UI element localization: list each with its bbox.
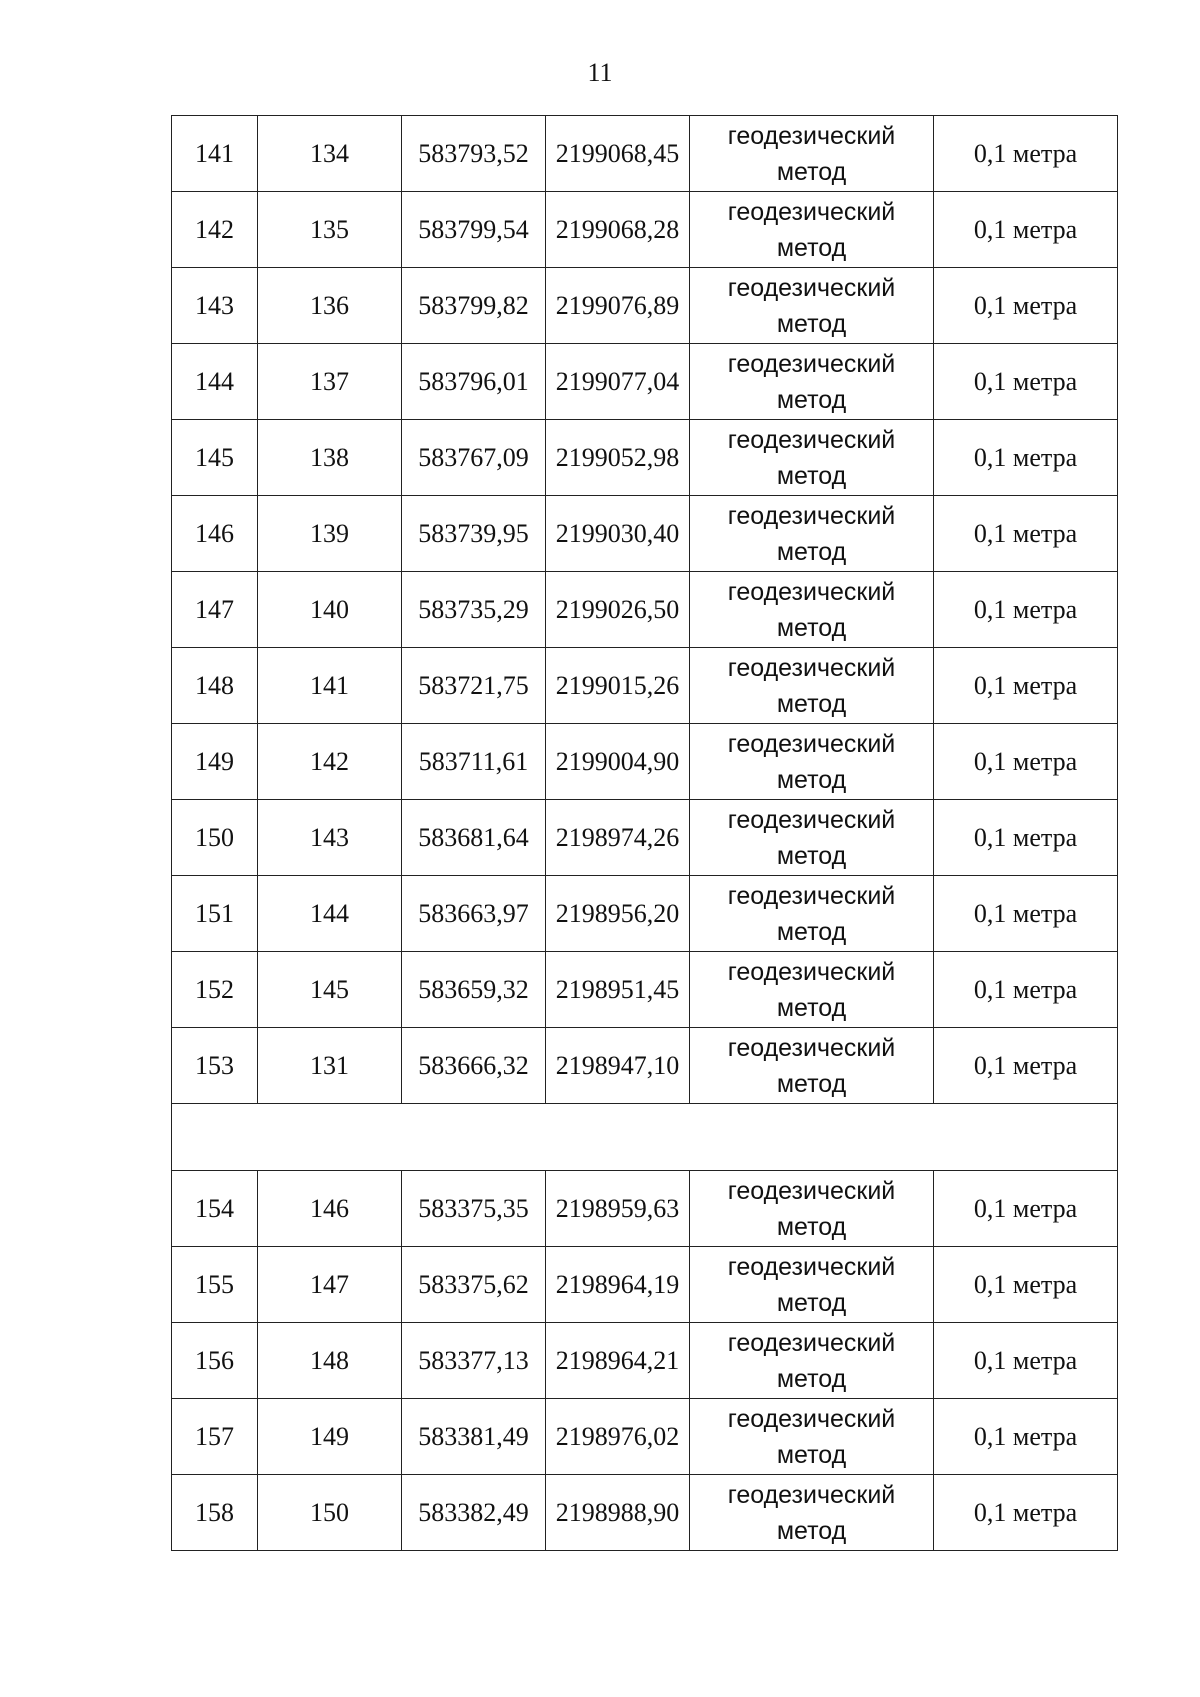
method-line-2: метод (776, 309, 847, 338)
accuracy-cell: 0,1 метра (934, 116, 1118, 192)
table-row (172, 876, 1118, 952)
table-row (172, 800, 1118, 876)
x-coordinate-cell: 583767,09 (402, 420, 546, 496)
method-line-1: геодезический (727, 729, 896, 758)
y-coordinate-cell: 2198959,63 (546, 1171, 690, 1247)
x-coordinate-cell: 583793,52 (402, 116, 546, 192)
method-cell (690, 724, 934, 800)
x-coordinate-cell: 583377,13 (402, 1323, 546, 1399)
method-cell (690, 648, 934, 724)
method-line-1: геодезический (727, 957, 896, 986)
method-line-1: геодезический (727, 197, 896, 226)
x-coordinate-cell: 583681,64 (402, 800, 546, 876)
point-number-cell: 152 (172, 952, 258, 1028)
x-coordinate-cell: 583666,32 (402, 1028, 546, 1104)
y-coordinate-cell: 2199030,40 (546, 496, 690, 572)
accuracy-cell: 0,1 метра (934, 876, 1118, 952)
point-number-cell: 154 (172, 1171, 258, 1247)
accuracy-cell: 0,1 метра (934, 1028, 1118, 1104)
y-coordinate-cell: 2199052,98 (546, 420, 690, 496)
boundary-point-cell: 146 (258, 1171, 402, 1247)
method-line-1: геодезический (727, 1176, 896, 1205)
table-row (172, 1399, 1118, 1475)
x-coordinate-cell: 583799,82 (402, 268, 546, 344)
method-line-1: геодезический (727, 501, 896, 530)
table-row (172, 1323, 1118, 1399)
method-cell (690, 116, 934, 192)
y-coordinate-cell: 2198947,10 (546, 1028, 690, 1104)
boundary-point-cell: 140 (258, 572, 402, 648)
method-line-2: метод (776, 689, 847, 718)
method-line-2: метод (776, 461, 847, 490)
method-cell (690, 268, 934, 344)
method-cell (690, 192, 934, 268)
point-number-cell: 143 (172, 268, 258, 344)
method-line-2: метод (776, 157, 847, 186)
point-number-cell: 149 (172, 724, 258, 800)
x-coordinate-cell: 583796,01 (402, 344, 546, 420)
y-coordinate-cell: 2199068,28 (546, 192, 690, 268)
x-coordinate-cell: 583799,54 (402, 192, 546, 268)
boundary-point-cell: 131 (258, 1028, 402, 1104)
method-line-2: метод (776, 1212, 847, 1241)
method-line-2: метод (776, 385, 847, 414)
method-line-2: метод (776, 613, 847, 642)
method-line-2: метод (776, 1516, 847, 1545)
y-coordinate-cell: 2198951,45 (546, 952, 690, 1028)
table-row (172, 1028, 1118, 1104)
y-coordinate-cell: 2198974,26 (546, 800, 690, 876)
point-number-cell: 155 (172, 1247, 258, 1323)
y-coordinate-cell: 2198956,20 (546, 876, 690, 952)
table-row (172, 1475, 1118, 1551)
accuracy-cell: 0,1 метра (934, 724, 1118, 800)
method-cell (690, 1247, 934, 1323)
method-line-1: геодезический (727, 273, 896, 302)
method-cell (690, 1399, 934, 1475)
accuracy-cell: 0,1 метра (934, 800, 1118, 876)
boundary-point-cell: 134 (258, 116, 402, 192)
boundary-point-cell: 135 (258, 192, 402, 268)
method-line-2: метод (776, 1288, 847, 1317)
method-line-1: геодезический (727, 1404, 896, 1433)
y-coordinate-cell: 2199026,50 (546, 572, 690, 648)
y-coordinate-cell: 2199015,26 (546, 648, 690, 724)
point-number-cell: 156 (172, 1323, 258, 1399)
y-coordinate-cell: 2199077,04 (546, 344, 690, 420)
x-coordinate-cell: 583659,32 (402, 952, 546, 1028)
accuracy-cell: 0,1 метра (934, 648, 1118, 724)
table-row (172, 116, 1118, 192)
accuracy-cell: 0,1 метра (934, 1475, 1118, 1551)
point-number-cell: 153 (172, 1028, 258, 1104)
table-row (172, 1247, 1118, 1323)
method-line-1: геодезический (727, 1033, 896, 1062)
method-line-2: метод (776, 537, 847, 566)
accuracy-cell: 0,1 метра (934, 572, 1118, 648)
boundary-point-cell: 148 (258, 1323, 402, 1399)
method-cell (690, 952, 934, 1028)
y-coordinate-cell: 2198988,90 (546, 1475, 690, 1551)
x-coordinate-cell: 583375,62 (402, 1247, 546, 1323)
point-number-cell: 157 (172, 1399, 258, 1475)
accuracy-cell: 0,1 метра (934, 1399, 1118, 1475)
method-line-2: метод (776, 1440, 847, 1469)
x-coordinate-cell: 583735,29 (402, 572, 546, 648)
boundary-point-cell: 136 (258, 268, 402, 344)
method-cell (690, 420, 934, 496)
accuracy-cell: 0,1 метра (934, 496, 1118, 572)
point-number-cell: 141 (172, 116, 258, 192)
y-coordinate-cell: 2199076,89 (546, 268, 690, 344)
point-number-cell: 146 (172, 496, 258, 572)
method-cell (690, 344, 934, 420)
point-number-cell: 150 (172, 800, 258, 876)
table-row (172, 192, 1118, 268)
section-separator-row (172, 1104, 1118, 1171)
method-line-1: геодезический (727, 1480, 896, 1509)
boundary-point-cell: 137 (258, 344, 402, 420)
method-cell (690, 1323, 934, 1399)
method-line-1: геодезический (727, 805, 896, 834)
point-number-cell: 158 (172, 1475, 258, 1551)
y-coordinate-cell: 2199004,90 (546, 724, 690, 800)
y-coordinate-cell: 2199068,45 (546, 116, 690, 192)
method-line-1: геодезический (727, 881, 896, 910)
accuracy-cell: 0,1 метра (934, 268, 1118, 344)
boundary-point-cell: 139 (258, 496, 402, 572)
x-coordinate-cell: 583663,97 (402, 876, 546, 952)
coordinates-table (171, 115, 1118, 1551)
table-row (172, 1171, 1118, 1247)
point-number-cell: 147 (172, 572, 258, 648)
accuracy-cell: 0,1 метра (934, 420, 1118, 496)
table-row (172, 420, 1118, 496)
x-coordinate-cell: 583381,49 (402, 1399, 546, 1475)
section-separator-cell (172, 1104, 1118, 1171)
y-coordinate-cell: 2198964,19 (546, 1247, 690, 1323)
point-number-cell: 151 (172, 876, 258, 952)
method-line-1: геодезический (727, 1252, 896, 1281)
x-coordinate-cell: 583739,95 (402, 496, 546, 572)
method-cell (690, 800, 934, 876)
boundary-point-cell: 145 (258, 952, 402, 1028)
boundary-point-cell: 143 (258, 800, 402, 876)
point-number-cell: 144 (172, 344, 258, 420)
method-cell (690, 876, 934, 952)
point-number-cell: 148 (172, 648, 258, 724)
accuracy-cell: 0,1 метра (934, 1323, 1118, 1399)
method-line-2: метод (776, 1069, 847, 1098)
table-row (172, 344, 1118, 420)
boundary-point-cell: 150 (258, 1475, 402, 1551)
accuracy-cell: 0,1 метра (934, 344, 1118, 420)
method-line-1: геодезический (727, 653, 896, 682)
x-coordinate-cell: 583711,61 (402, 724, 546, 800)
method-line-1: геодезический (727, 425, 896, 454)
method-cell (690, 1475, 934, 1551)
method-line-1: геодезический (727, 121, 896, 150)
method-cell (690, 572, 934, 648)
accuracy-cell: 0,1 метра (934, 1247, 1118, 1323)
accuracy-cell: 0,1 метра (934, 952, 1118, 1028)
method-line-2: метод (776, 765, 847, 794)
x-coordinate-cell: 583382,49 (402, 1475, 546, 1551)
method-line-1: геодезический (727, 1328, 896, 1357)
table-row (172, 572, 1118, 648)
point-number-cell: 142 (172, 192, 258, 268)
boundary-point-cell: 147 (258, 1247, 402, 1323)
method-cell (690, 1171, 934, 1247)
table-row (172, 268, 1118, 344)
y-coordinate-cell: 2198976,02 (546, 1399, 690, 1475)
boundary-point-cell: 138 (258, 420, 402, 496)
method-cell (690, 496, 934, 572)
method-line-1: геодезический (727, 349, 896, 378)
boundary-point-cell: 144 (258, 876, 402, 952)
x-coordinate-cell: 583375,35 (402, 1171, 546, 1247)
page-number: 11 (587, 58, 613, 87)
coordinates-table-body (172, 116, 1118, 1551)
method-line-1: геодезический (727, 577, 896, 606)
table-row (172, 648, 1118, 724)
table-row (172, 496, 1118, 572)
method-line-2: метод (776, 993, 847, 1022)
table-row (172, 724, 1118, 800)
method-line-2: метод (776, 233, 847, 262)
accuracy-cell: 0,1 метра (934, 192, 1118, 268)
y-coordinate-cell: 2198964,21 (546, 1323, 690, 1399)
method-line-2: метод (776, 917, 847, 946)
method-line-2: метод (776, 1364, 847, 1393)
x-coordinate-cell: 583721,75 (402, 648, 546, 724)
table-row (172, 952, 1118, 1028)
accuracy-cell: 0,1 метра (934, 1171, 1118, 1247)
point-number-cell: 145 (172, 420, 258, 496)
boundary-point-cell: 142 (258, 724, 402, 800)
method-cell (690, 1028, 934, 1104)
method-line-2: метод (776, 841, 847, 870)
boundary-point-cell: 149 (258, 1399, 402, 1475)
boundary-point-cell: 141 (258, 648, 402, 724)
